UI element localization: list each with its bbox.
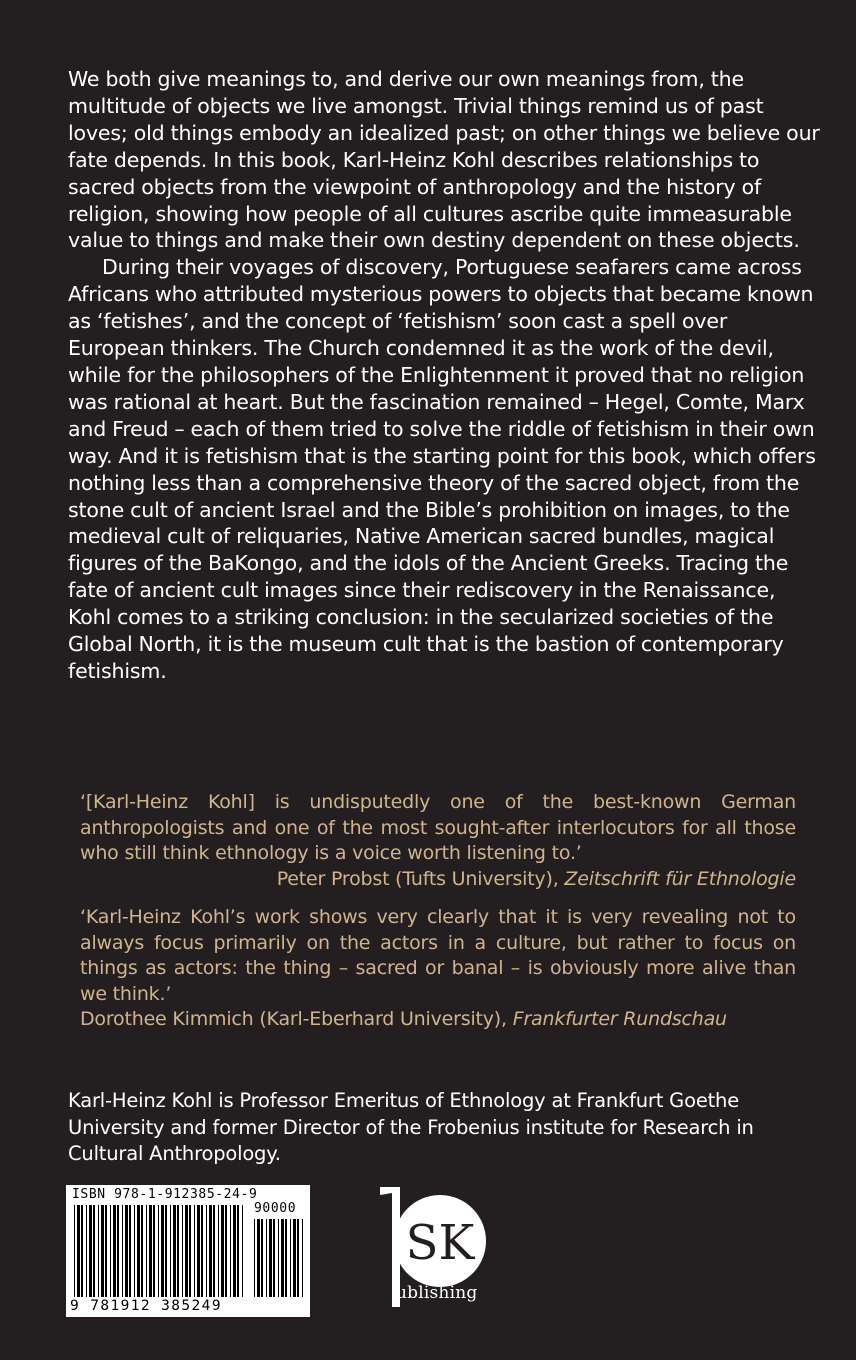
logo-letters: SK	[405, 1215, 475, 1271]
barcode-bar	[117, 1205, 119, 1297]
barcode-bar	[206, 1205, 207, 1297]
barcode-bar	[137, 1205, 140, 1297]
barcode-bar	[269, 1219, 272, 1297]
quote-text: ‘Karl-Heinz Kohl’s work shows very clearly that it is very revealing not to always focus primarily on the actors in a culture, but rather to focus on things as actors: the thing – sacred or banal – is obviously more alive than we think.’	[80, 906, 796, 1005]
price-code: 90000	[254, 1201, 297, 1216]
publisher-logo	[372, 1185, 502, 1317]
barcode-bar	[161, 1205, 164, 1297]
isbn-label: ISBN 978-1-912385-24-9	[72, 1187, 258, 1202]
barcode-bar	[129, 1205, 131, 1297]
author-bio	[68, 1088, 822, 1168]
barcode-bar	[165, 1205, 167, 1297]
barcode-bar	[257, 1219, 260, 1297]
barcode-bar	[74, 1205, 75, 1297]
barcode-bar	[201, 1205, 203, 1297]
barcode-bar	[297, 1219, 299, 1297]
quote-attribution	[80, 867, 796, 893]
blurb-paragraph-2: During their voyages of discovery, Portuguese seafarers came across Africans who attributed mysterious powers to objects that became known as ‘fetishes’, and the concept of ‘fetishism’ soon cast a spell over European thinkers. The Church condemned it as the work of the devil, while for the philosophers of the Enlightenment it proved that no religion was rational at heart. But the fascination remained – Hegel, Comte, Marx and Freud – each of them tried to solve the riddle of fetishism in their own way. And it is fetishism that is the starting point for this book, which offers nothing less than a comprehensive theory of the sacred object, from the stone cult of ancient Israel and the Bible’s prohibition on images, to the medieval cult of reliquaries, Native American sacred bundles, magical figures of the BaKongo, and the idols of the Ancient Greeks. Tracing the fate of ancient cult images since their rediscovery in the Renaissance, Kohl comes to a striking conclusion: in the secularized societies of the Global North, it is the museum cult that is the bastion of contemporary fetishism.	[68, 255, 816, 683]
barcode-bar	[213, 1205, 215, 1297]
barcode-bar	[125, 1205, 128, 1297]
review-quotes	[80, 790, 796, 1046]
barcode-bar	[134, 1205, 135, 1297]
barcode-bar	[185, 1205, 188, 1297]
barcode-bar	[86, 1205, 87, 1297]
barcode-bar	[273, 1219, 275, 1297]
barcode-bar	[110, 1205, 111, 1297]
barcode-bar	[89, 1205, 92, 1297]
barcode-bar	[93, 1205, 95, 1297]
barcode-bar	[177, 1205, 179, 1297]
barcode-bar	[101, 1205, 104, 1297]
quote-attribution	[80, 1007, 796, 1033]
barcode-bar	[189, 1205, 191, 1297]
barcode-bar	[278, 1219, 279, 1297]
barcode-bar	[218, 1205, 219, 1297]
barcode-bar	[153, 1205, 155, 1297]
barcode-bar	[261, 1219, 263, 1297]
author-bio-text: Karl-Heinz Kohl is Professor Emeritus of Ethnology at Frankfurt Goethe University and former Director of the Frobenius institute for Research in Cultural Anthropology.	[68, 1089, 754, 1165]
barcode-bar	[182, 1205, 183, 1297]
barcode-bar	[254, 1219, 255, 1297]
barcode-bar	[81, 1205, 83, 1297]
review-quote-1	[80, 790, 796, 892]
review-quote-2	[80, 905, 796, 1033]
barcode-bar	[122, 1205, 123, 1297]
barcode-bar	[285, 1219, 287, 1297]
barcode-bar	[302, 1219, 303, 1297]
barcode-bar	[146, 1205, 147, 1297]
barcode-bar	[233, 1205, 236, 1297]
logo-tagline: ublishing	[396, 1283, 478, 1303]
isbn-barcode	[66, 1185, 310, 1317]
barcode-bar	[197, 1205, 200, 1297]
barcode-bar	[149, 1205, 152, 1297]
quote-text: ‘[Karl-Heinz Kohl] is undisputedly one of the best-known German anthropologists and one of the most sought-after interlocutors for all those who still think ethnology is a voice worth listening to.’	[80, 791, 796, 864]
blurb-paragraph-1: We both give meanings to, and derive our own meanings from, the multitude of objects we live amongst. Trivial things remind us of past loves; old things embody an idealized past; on other things we believe our fate depends. In this book, Karl-Heinz Kohl describes relationships to sacred objects from the viewpoint of anthropology and the history of religion, showing how people of all cultures ascribe quite immeasurable value to things and make their own destiny dependent on these objects.	[68, 67, 820, 253]
barcode-bar	[170, 1205, 171, 1297]
barcode-bar	[141, 1205, 143, 1297]
barcode-bar	[173, 1205, 176, 1297]
barcode-digits: 9 781912 385249	[70, 1298, 222, 1314]
barcode-bar	[230, 1205, 231, 1297]
quote-publication: Zeitschrift für Ethnologie	[564, 867, 796, 890]
barcode-bar	[105, 1205, 107, 1297]
barcode-bar	[242, 1205, 243, 1297]
barcode-bar	[237, 1205, 239, 1297]
barcode-bar	[221, 1205, 224, 1297]
barcode-bar	[158, 1205, 159, 1297]
barcode-bar	[266, 1219, 267, 1297]
barcode-bar	[113, 1205, 116, 1297]
barcode-bar	[98, 1205, 99, 1297]
barcode-bar	[194, 1205, 195, 1297]
barcode-bar	[209, 1205, 212, 1297]
barcode-bar	[293, 1219, 296, 1297]
barcode-bar	[281, 1219, 284, 1297]
quote-publication: Frankfurter Rundschau	[512, 1008, 727, 1030]
quote-source: Dorothee Kimmich (Karl-Eberhard University),	[80, 1008, 507, 1030]
quote-source: Peter Probst (Tufts University),	[276, 867, 559, 890]
barcode-bar	[225, 1205, 227, 1297]
barcode-bar	[290, 1219, 291, 1297]
barcode-bar	[77, 1205, 80, 1297]
back-cover-blurb	[68, 66, 822, 685]
